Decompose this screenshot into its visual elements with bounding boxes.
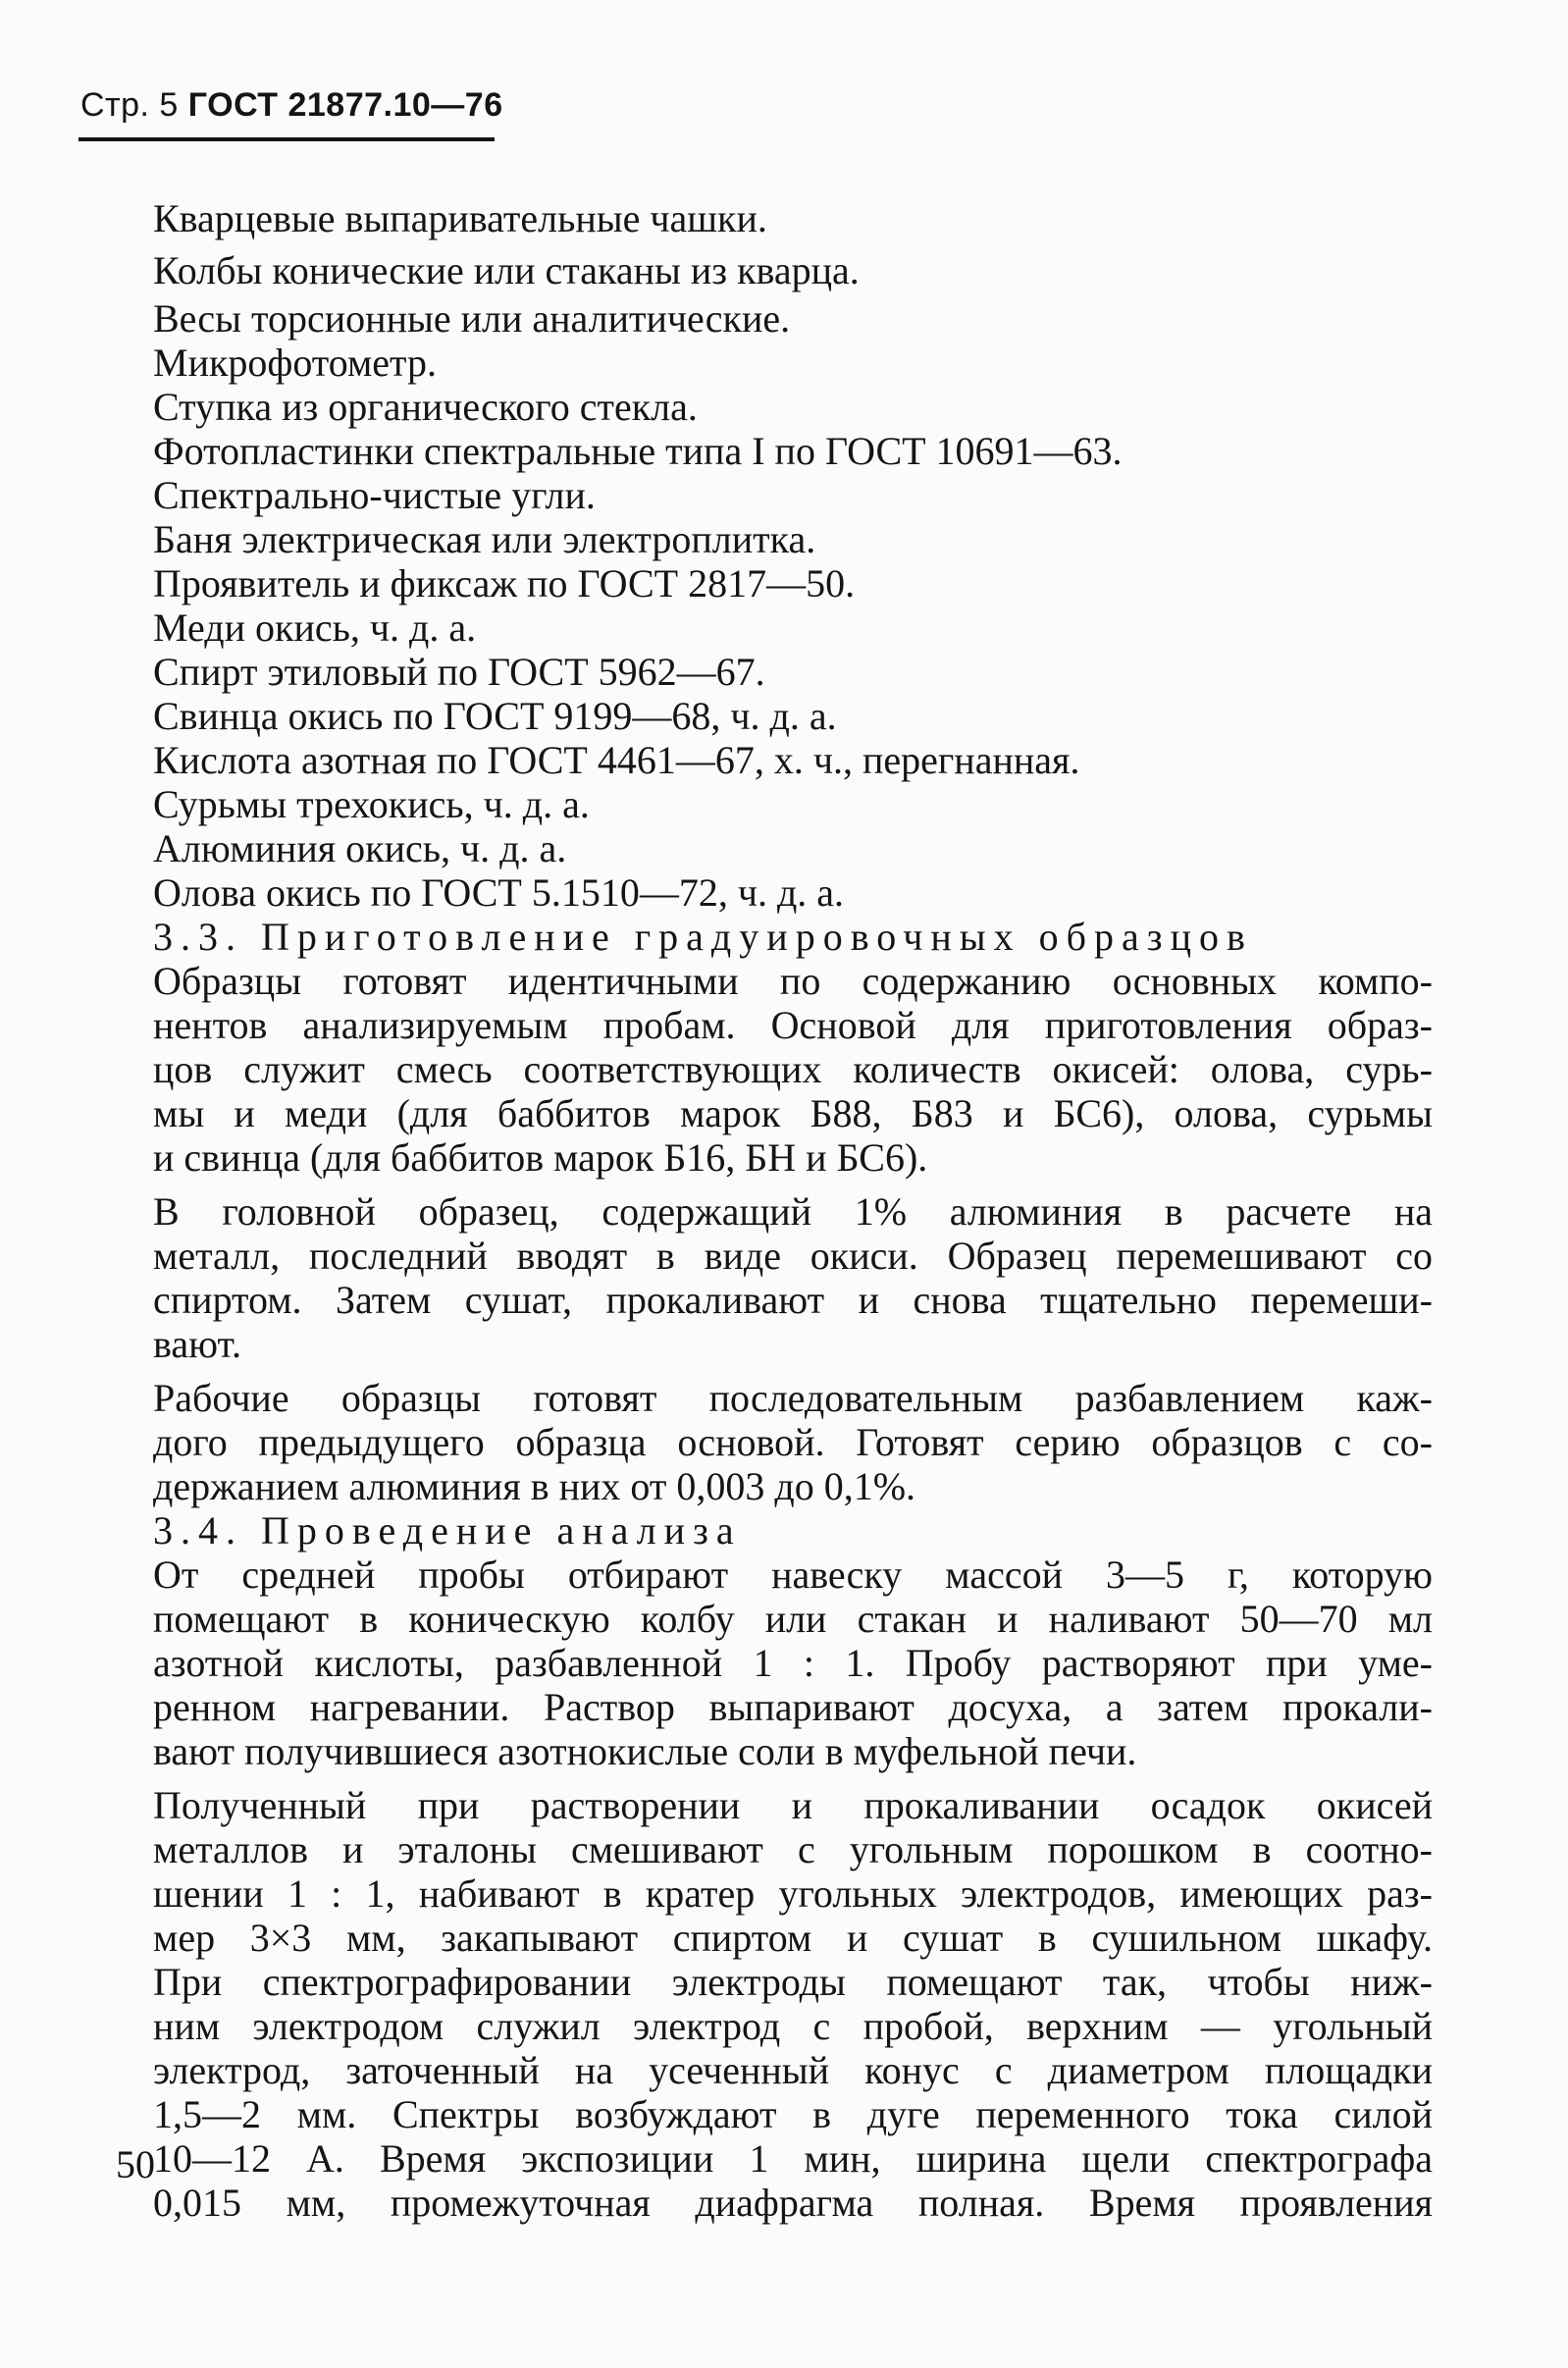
section-3-4-heading: 3.4. Проведение анализа [153,1508,742,1552]
text-line: шении 1 : 1, набивают в кратер угольных электродов, имеющих раз- [153,1871,1433,1916]
text-line: металлов и эталоны смешивают с угольным порошком в соотно- [153,1827,1433,1871]
text-line: мы и меди (для баббитов марок Б88, Б83 и БС6), олова, сурьмы [153,1091,1433,1135]
list-item: Фотопластинки спектральные типа I по ГОСТ 10691—63. [153,429,1123,473]
list-item: Спирт этиловый по ГОСТ 5962—67. [153,650,765,694]
list-item: Сурьмы трехокись, ч. д. а. [153,782,590,826]
text-line: вают. [153,1322,241,1366]
list-item: Спектрально-чистые угли. [153,473,596,517]
text-line: Рабочие образцы готовят последовательным разбавлением каж- [153,1376,1433,1420]
list-item: Микрофотометр. [153,341,438,385]
equipment-list [153,192,1433,915]
text-line: электрод, заточенный на усеченный конус с диаметром площадки [153,2048,1433,2092]
text-line: мер 3×3 мм, закапывают спиртом и сушат в сушильном шкафу. [153,1916,1433,1960]
text-line: ренном нагревании. Раствор выпаривают досуха, а затем прокали- [153,1685,1433,1729]
list-item: Меди окись, ч. д. а. [153,605,477,650]
text-line: и свинца (для баббитов марок Б16, БН и БС6). [153,1135,928,1180]
text-line: 1,5—2 мм. Спектры возбуждают в дуге переменного тока силой [153,2092,1433,2136]
text-line: дого предыдущего образца основой. Готовят серию образцов с со- [153,1420,1433,1464]
page-ref: Стр. 5 [80,86,179,124]
list-item: Алюминия окись, ч. д. а. [153,826,567,870]
section-3-4-paragraph-1 [153,1552,1433,1773]
list-item: Ступка из органического стекла. [153,385,698,429]
text-line: металл, последний вводят в виде окиси. Образец перемешивают со [153,1234,1433,1278]
text-line: От средней пробы отбирают навеску массой 3—5 г, которую [153,1552,1433,1597]
section-3-3-paragraph-1 [153,959,1433,1180]
text-line: вают получившиеся азотнокислые соли в муфельной печи. [153,1729,1137,1773]
section-3-4-paragraph-2 [153,1783,1433,2225]
text-line: азотной кислоты, разбавленной 1 : 1. Пробу растворяют при уме- [153,1641,1433,1685]
list-item: Кислота азотная по ГОСТ 4461—67, х. ч., перегнанная. [153,738,1080,782]
section-3-3-heading: 3.3. Приготовление градуировочных образцов [153,915,1253,959]
text-line: помещают в коническую колбу или стакан и наливают 50—70 мл [153,1597,1433,1641]
text-line: цов служит смесь соответствующих количеств окисей: олова, сурь- [153,1047,1433,1091]
page-header [80,86,503,125]
list-item: Баня электрическая или электроплитка. [153,517,816,561]
text-line: спиртом. Затем сушат, прокаливают и снова тщательно перемеши- [153,1278,1433,1322]
text-line: ним электродом служил электрод с пробой, верхним — угольный [153,2004,1433,2048]
text-line: 0,015 мм, промежуточная диафрагма полная. Время проявления [153,2181,1433,2225]
list-item: Свинца окись по ГОСТ 9199—68, ч. д. а. [153,694,837,738]
text-line: нентов анализируемым пробам. Основой для приготовления образ- [153,1003,1433,1047]
body-text [153,192,1433,2225]
section-3-3-paragraph-2 [153,1189,1433,1366]
page-number: 50 [116,2142,155,2186]
list-item: Проявитель и фиксаж по ГОСТ 2817—50. [153,561,856,605]
text-line: Образцы готовят идентичными по содержанию основных компо- [153,959,1433,1003]
header-rule [78,137,495,141]
section-3-3-paragraph-3 [153,1376,1433,1508]
text-line: При спектрографировании электроды помещают так, чтобы ниж- [153,1960,1433,2004]
text-line: В головной образец, содержащий 1% алюминия в расчете на [153,1189,1433,1234]
text-line: 10—12 А. Время экспозиции 1 мин, ширина щели спектрографа [153,2136,1433,2181]
list-item: Олова окись по ГОСТ 5.1510—72, ч. д. а. [153,870,845,915]
standard-id: ГОСТ 21877.10—76 [187,86,503,124]
text-line: Полученный при растворении и прокаливании осадок окисей [153,1783,1433,1827]
list-item: Весы торсионные или аналитические. [153,296,791,341]
list-item: Кварцевые выпаривательные чашки. [153,196,767,240]
list-item: Колбы конические или стаканы из кварца. [153,248,860,292]
text-line: держанием алюминия в них от 0,003 до 0,1%. [153,1464,916,1508]
